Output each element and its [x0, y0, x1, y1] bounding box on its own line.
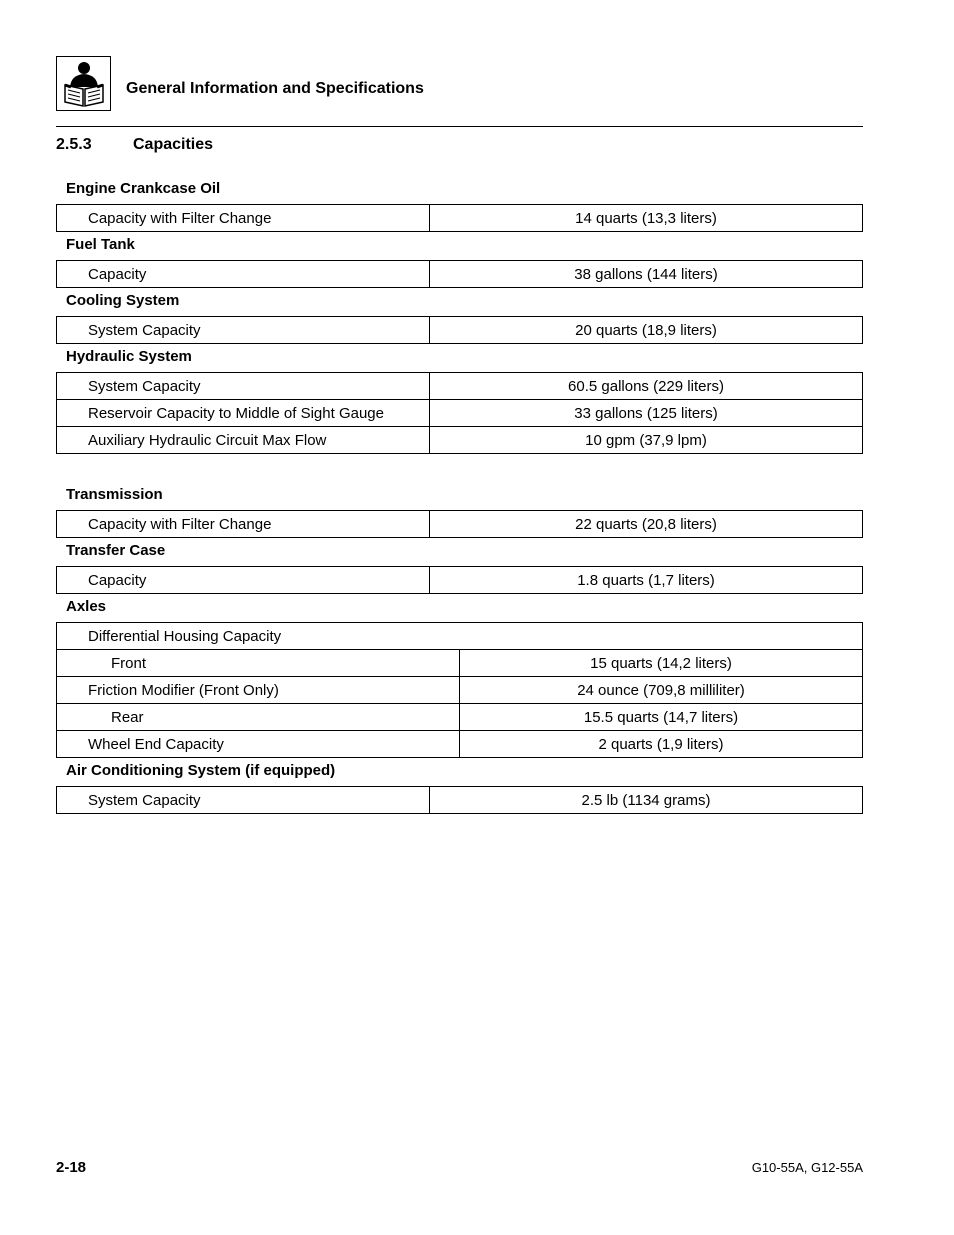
- row-label: Rear: [57, 704, 460, 731]
- table-row: [57, 677, 863, 704]
- row-label: System Capacity: [57, 317, 430, 344]
- hydraulic-table: [56, 372, 863, 454]
- row-value: 1.8 quarts (1,7 liters): [430, 567, 863, 594]
- row-label: Auxiliary Hydraulic Circuit Max Flow: [57, 427, 430, 454]
- group-title-transmission: Transmission: [66, 486, 163, 503]
- group-title-cooling: Cooling System: [66, 292, 180, 309]
- table-row: [57, 400, 863, 427]
- row-label: System Capacity: [57, 787, 430, 814]
- model-numbers: G10-55A, G12-55A: [751, 1160, 863, 1175]
- row-label: Differential Housing Capacity: [57, 623, 863, 650]
- engine-oil-table: [56, 204, 863, 232]
- row-label: Front: [57, 650, 460, 677]
- transmission-table: [56, 510, 863, 538]
- page-header-title: General Information and Specifications: [126, 80, 424, 97]
- table-row: [57, 511, 863, 538]
- table-row: [57, 373, 863, 400]
- group-title-axles: Axles: [66, 598, 107, 615]
- row-value: 20 quarts (18,9 liters): [430, 317, 863, 344]
- row-label: Capacity with Filter Change: [57, 511, 430, 538]
- table-row: [57, 261, 863, 288]
- row-value: 10 gpm (37,9 lpm): [430, 427, 863, 454]
- group-title-engine-oil: Engine Crankcase Oil: [66, 180, 221, 197]
- fuel-tank-table: [56, 260, 863, 288]
- row-value: 22 quarts (20,8 liters): [430, 511, 863, 538]
- table-row: [57, 317, 863, 344]
- group-title-air-conditioning: Air Conditioning System (if equipped): [66, 762, 336, 779]
- row-label: Wheel End Capacity: [57, 731, 460, 758]
- table-row: [57, 731, 863, 758]
- table-row: [57, 650, 863, 677]
- row-label: Capacity with Filter Change: [57, 205, 430, 232]
- group-title-fuel-tank: Fuel Tank: [66, 236, 135, 253]
- section-number: 2.5.3: [56, 136, 92, 153]
- row-label: Friction Modifier (Front Only): [57, 677, 460, 704]
- row-value: 2.5 lb (1134 grams): [430, 787, 863, 814]
- row-value: 15 quarts (14,2 liters): [460, 650, 863, 677]
- row-value: 14 quarts (13,3 liters): [430, 205, 863, 232]
- row-label: System Capacity: [57, 373, 430, 400]
- row-value: 15.5 quarts (14,7 liters): [460, 704, 863, 731]
- table-row: [57, 427, 863, 454]
- header-divider: [56, 126, 863, 127]
- group-title-hydraulic: Hydraulic System: [66, 348, 192, 365]
- axles-table: [56, 622, 863, 758]
- table-row: [57, 623, 863, 650]
- section-title: Capacities: [133, 136, 214, 153]
- table-row: [57, 787, 863, 814]
- row-value: 24 ounce (709,8 milliliter): [460, 677, 863, 704]
- table-row: [57, 567, 863, 594]
- reader-manual-icon: [56, 56, 111, 111]
- capacities-content: [56, 176, 863, 814]
- transfer-case-table: [56, 566, 863, 594]
- page-number: 2-18: [56, 1159, 87, 1176]
- row-label: Reservoir Capacity to Middle of Sight Gauge: [57, 400, 430, 427]
- group-title-transfer-case: Transfer Case: [66, 542, 166, 559]
- row-value: 2 quarts (1,9 liters): [460, 731, 863, 758]
- cooling-table: [56, 316, 863, 344]
- table-row: [57, 205, 863, 232]
- row-value: 38 gallons (144 liters): [430, 261, 863, 288]
- row-value: 33 gallons (125 liters): [430, 400, 863, 427]
- row-label: Capacity: [57, 261, 430, 288]
- row-value: 60.5 gallons (229 liters): [430, 373, 863, 400]
- table-row: [57, 704, 863, 731]
- air-conditioning-table: [56, 786, 863, 814]
- row-label: Capacity: [57, 567, 430, 594]
